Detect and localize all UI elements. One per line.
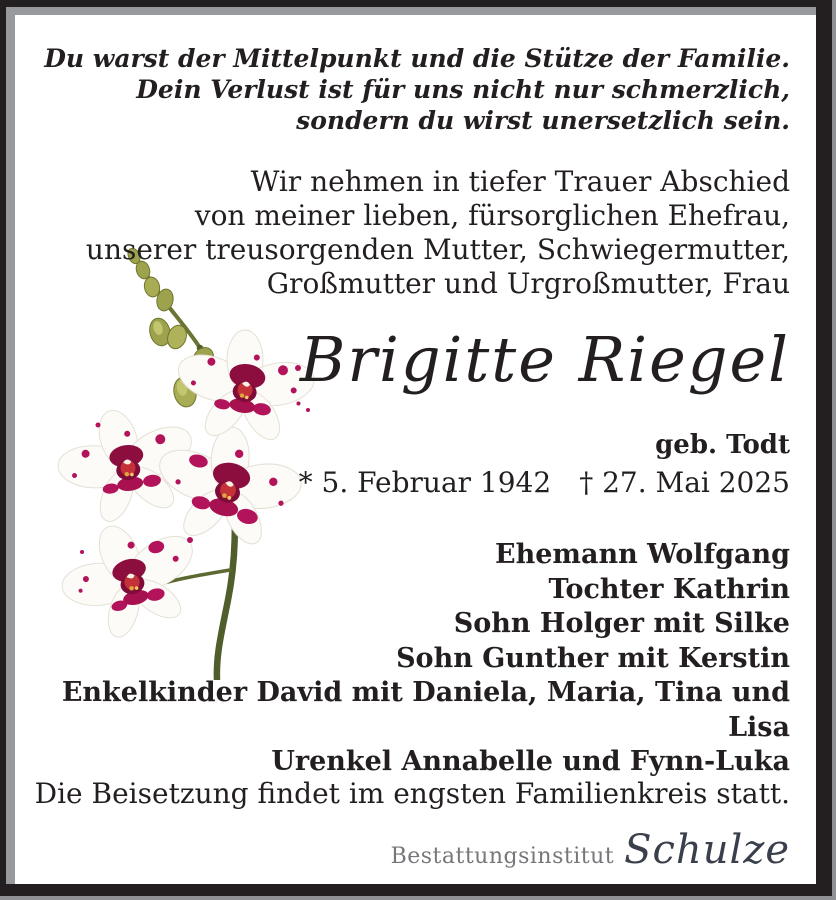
mourners-list bbox=[15, 538, 790, 780]
maiden-name: geb. Todt bbox=[655, 430, 790, 460]
memorial-verse bbox=[15, 43, 790, 136]
funeral-home-prefix: Bestattungsinstitut bbox=[390, 844, 615, 869]
mourner-line: Sohn Holger mit Silke bbox=[453, 608, 790, 639]
deceased-name: Brigitte Riegel bbox=[299, 323, 790, 396]
birth-date: * 5. Februar 1942 bbox=[298, 466, 552, 499]
mourner-line: Sohn Gunther mit Kerstin bbox=[396, 642, 790, 674]
farewell-line: unserer treusorgenden Mutter, Schwiegermutter, bbox=[85, 233, 790, 266]
mourner-line: Enkelkinder David mit Daniela, Maria, Tina und Lisa bbox=[61, 677, 790, 743]
farewell-line: Großmutter und Urgroßmutter, Frau bbox=[266, 267, 790, 300]
life-dates bbox=[15, 466, 790, 499]
card-surface bbox=[6, 7, 816, 884]
verse-line: Du warst der Mittelpunkt und die Stütze der Familie. bbox=[44, 44, 790, 73]
verse-line: Dein Verlust ist für uns nicht nur schmerzlich, bbox=[136, 75, 790, 104]
death-date: † 27. Mai 2025 bbox=[579, 466, 790, 499]
verse-line: sondern du wirst unersetzlich sein. bbox=[296, 106, 790, 135]
funeral-home-logo bbox=[15, 827, 790, 873]
farewell-line: von meiner lieben, fürsorglichen Ehefrau, bbox=[194, 199, 790, 232]
farewell-text bbox=[15, 165, 790, 301]
farewell-line: Wir nehmen in tiefer Trauer Abschied bbox=[250, 165, 790, 198]
funeral-note: Die Beisetzung findet im engsten Familienkreis statt. bbox=[34, 777, 790, 810]
notice-content bbox=[15, 15, 816, 884]
funeral-home-name: Schulze bbox=[624, 827, 790, 873]
mourner-line: Tochter Kathrin bbox=[548, 573, 790, 605]
mourner-line: Ehemann Wolfgang bbox=[495, 539, 790, 570]
mourner-line: Urenkel Annabelle und Fynn-Luka bbox=[271, 746, 790, 777]
